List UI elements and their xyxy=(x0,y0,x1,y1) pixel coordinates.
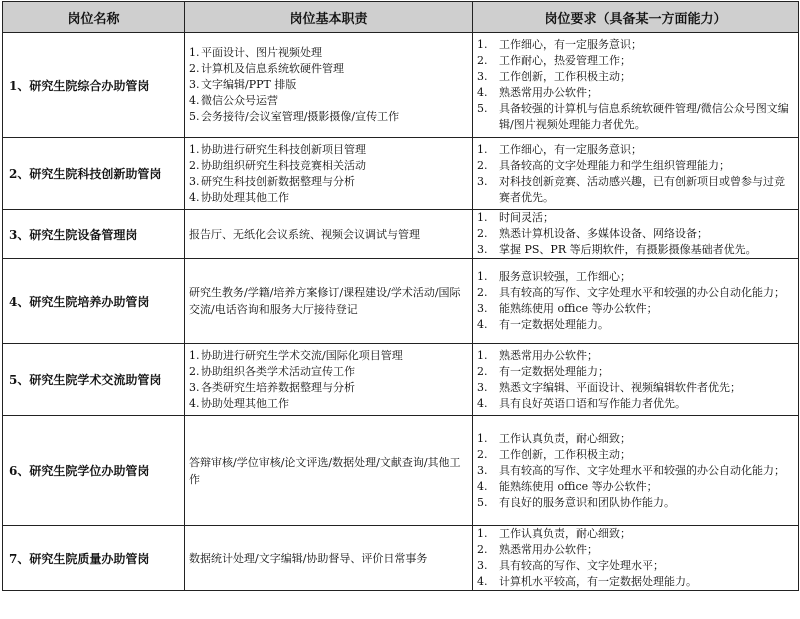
position-name: 4、研究生院培养办助管岗 xyxy=(3,259,185,344)
position-requirements xyxy=(473,259,799,344)
duty-item: 4. 协助处理其他工作 xyxy=(189,190,289,204)
table-header-row xyxy=(3,2,799,33)
position-duties xyxy=(185,259,473,344)
duty-item: 1. 平面设计、图片视频处理 xyxy=(189,46,322,59)
position-name: 3、研究生院设备管理岗 xyxy=(3,210,185,259)
requirement-item: 2. 具有较高的写作、文字处理水平和较强的办公自动化能力； xyxy=(477,286,785,299)
requirement-item: 3. 工作创新，工作积极主动； xyxy=(477,70,631,83)
duties-list xyxy=(189,45,468,125)
requirements-list xyxy=(477,142,794,206)
table-row xyxy=(3,33,799,138)
duty-item: 2. 协助组织各类学术活动宣传工作 xyxy=(189,364,355,378)
duty-text: 数据统计处理/文字编辑/协助督导、评价日常事务 xyxy=(189,551,428,565)
requirement-item: 3. 熟悉文字编辑、平面设计、视频编辑软件者优先； xyxy=(477,380,741,394)
requirement-item: 1. 熟悉常用办公软件； xyxy=(477,348,598,362)
requirement-item: 4. 能熟练使用 office 等办公软件； xyxy=(477,479,658,493)
duty-item: 5. 会务接待/会议室管理/摄影摄像/宣传工作 xyxy=(189,110,400,123)
position-duties xyxy=(185,138,473,210)
duty-item: 3. 各类研究生培养数据整理与分析 xyxy=(189,380,355,394)
requirement-item: 2. 熟悉计算机设备、多媒体设备、网络设备； xyxy=(477,227,708,240)
requirement-item: 1. 工作细心，有一定服务意识； xyxy=(477,142,642,156)
position-requirements xyxy=(473,210,799,259)
table-row xyxy=(3,259,799,344)
requirement-item: 2. 具备较高的文字处理能力和学生组织管理能力； xyxy=(477,158,730,172)
requirement-item: 3. 对科技创新竞赛、活动感兴趣，已有创新项目或曾参与过竞赛者优先。 xyxy=(477,174,785,204)
position-requirements xyxy=(473,344,799,416)
position-name: 5、研究生院学术交流助管岗 xyxy=(3,344,185,416)
requirement-item: 5. 有良好的服务意识和团队协作能力。 xyxy=(477,495,675,509)
positions-table xyxy=(2,1,799,591)
requirement-item: 4. 有一定数据处理能力。 xyxy=(477,318,609,331)
table-row xyxy=(3,344,799,416)
duty-item: 4. 微信公众号运营 xyxy=(189,94,278,107)
table-row xyxy=(3,210,799,259)
requirement-item: 3. 能熟练使用 office 等办公软件； xyxy=(477,302,658,315)
requirement-item: 3. 掌握 PS、PR 等后期软件，有摄影摄像基础者优先。 xyxy=(477,243,757,256)
position-duties xyxy=(185,33,473,138)
position-requirements xyxy=(473,416,799,526)
duty-item: 3. 研究生科技创新数据整理与分析 xyxy=(189,174,355,188)
duty-text: 研究生教务/学籍/培养方案修订/课程建设/学术活动/国际交流/电话咨询和服务大厅接待登记 xyxy=(189,286,461,316)
position-name: 1、研究生院综合办助管岗 xyxy=(3,33,185,138)
position-requirements xyxy=(473,33,799,138)
duty-item: 3. 文字编辑/PPT 排版 xyxy=(189,78,297,91)
duty-item: 2. 协助组织研究生科技竞赛相关活动 xyxy=(189,158,366,172)
position-duties xyxy=(185,344,473,416)
duties-list xyxy=(189,142,468,206)
position-duties xyxy=(185,416,473,526)
duty-item: 1. 协助进行研究生科技创新项目管理 xyxy=(189,142,366,156)
requirements-list xyxy=(477,269,794,333)
table-row xyxy=(3,526,799,591)
position-name: 6、研究生院学位办助管岗 xyxy=(3,416,185,526)
position-duties xyxy=(185,526,473,591)
table-row xyxy=(3,416,799,526)
requirement-item: 1. 时间灵活； xyxy=(477,211,554,224)
position-requirements xyxy=(473,138,799,210)
header-requirements: 岗位要求（具备某一方面能力） xyxy=(473,2,799,33)
requirements-list xyxy=(477,210,794,258)
requirement-item: 2. 工作创新，工作积极主动； xyxy=(477,447,631,461)
position-requirements xyxy=(473,526,799,591)
duties-list xyxy=(189,348,468,412)
duty-text: 报告厅、无纸化会议系统、视频会议调试与管理 xyxy=(189,227,420,241)
requirement-item: 3. 具有较高的写作、文字处理水平和较强的办公自动化能力； xyxy=(477,463,785,477)
position-duties xyxy=(185,210,473,259)
requirements-list xyxy=(477,348,794,412)
duty-item: 4. 协助处理其他工作 xyxy=(189,396,289,410)
requirement-item: 5. 具备较强的计算机与信息系统软硬件管理/微信公众号图文编辑/图片视频处理能力者优先。 xyxy=(477,102,789,131)
requirements-list xyxy=(477,37,794,133)
position-name: 2、研究生院科技创新助管岗 xyxy=(3,138,185,210)
requirement-item: 4. 熟悉常用办公软件； xyxy=(477,86,598,99)
requirement-item: 1. 服务意识较强，工作细心； xyxy=(477,270,631,283)
requirements-list xyxy=(477,431,794,511)
position-name: 7、研究生院质量办助管岗 xyxy=(3,526,185,591)
requirement-item: 4. 计算机水平较高，有一定数据处理能力。 xyxy=(477,575,697,588)
duty-item: 1. 协助进行研究生学术交流/国际化项目管理 xyxy=(189,348,403,362)
requirement-item: 1. 工作认真负责，耐心细致； xyxy=(477,431,631,445)
table-row xyxy=(3,138,799,210)
requirement-item: 1. 工作认真负责，耐心细致； xyxy=(477,527,631,540)
requirement-item: 3. 具有较高的写作、文字处理水平； xyxy=(477,559,664,572)
requirement-item: 2. 有一定数据处理能力； xyxy=(477,364,609,378)
requirement-item: 1. 工作细心，有一定服务意识； xyxy=(477,38,642,51)
requirement-item: 4. 具有良好英语口语和写作能力者优先。 xyxy=(477,396,686,410)
requirements-list xyxy=(477,526,794,590)
table-body xyxy=(3,33,799,591)
header-basic-duties: 岗位基本职责 xyxy=(185,2,473,33)
header-position-name: 岗位名称 xyxy=(3,2,185,33)
requirement-item: 2. 工作耐心，热爱管理工作； xyxy=(477,54,631,67)
duty-text: 答辩审核/学位审核/论文评选/数据处理/文献查询/其他工作 xyxy=(189,455,461,486)
duty-item: 2. 计算机及信息系统软硬件管理 xyxy=(189,62,344,75)
requirement-item: 2. 熟悉常用办公软件； xyxy=(477,543,598,556)
